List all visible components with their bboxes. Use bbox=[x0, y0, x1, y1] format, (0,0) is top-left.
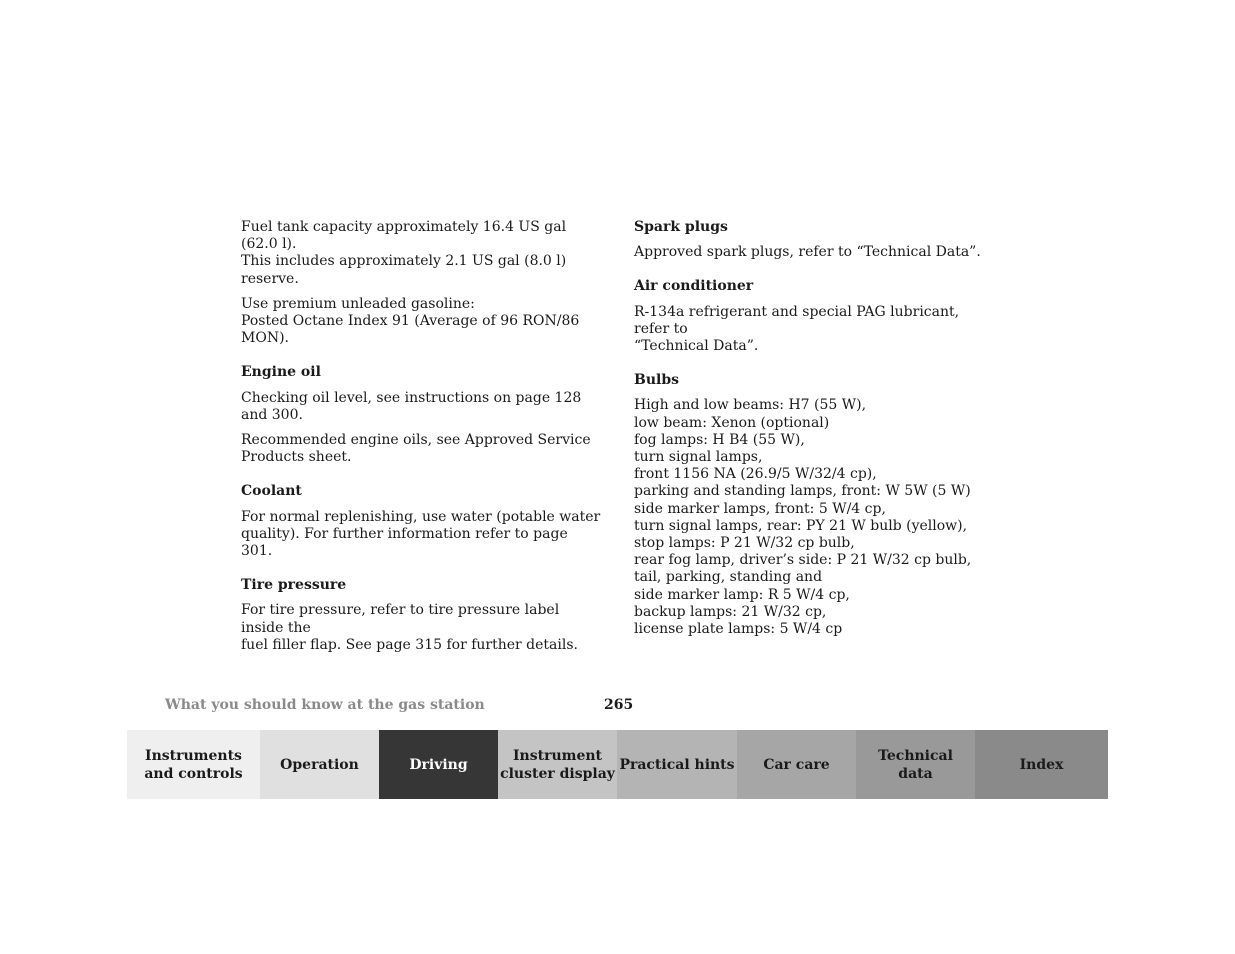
text-line: Approved spark plugs, refer to “Technical Data”. bbox=[634, 244, 981, 261]
chapter-nav-bar bbox=[127, 730, 1108, 799]
text-line: tail, parking, standing and bbox=[634, 569, 823, 586]
text-line: backup lamps: 21 W/32 cp, bbox=[634, 603, 827, 620]
text-line: rear fog lamp, driver’s side: P 21 W/32 cp bulb, bbox=[634, 552, 972, 569]
text-line: R-134a refrigerant and special PAG lubricant, refer to bbox=[634, 303, 960, 337]
nav-tab-technical-data[interactable] bbox=[856, 730, 975, 799]
text-line: Checking oil level, see instructions on page 128 bbox=[241, 389, 582, 406]
text-line: low beam: Xenon (optional) bbox=[634, 414, 830, 431]
air-conditioner-heading: Air conditioner bbox=[634, 278, 754, 295]
nav-tab-label: Driving bbox=[409, 756, 468, 773]
text-line: This includes approximately 2.1 US gal (8.0 l) reserve. bbox=[241, 253, 567, 287]
page-number: 265 bbox=[604, 697, 634, 713]
air-conditioner-text bbox=[634, 304, 994, 356]
text-line: Products sheet. bbox=[241, 449, 352, 466]
text-line: stop lamps: P 21 W/32 cp bulb, bbox=[634, 535, 855, 552]
text-line: side marker lamp: R 5 W/4 cp, bbox=[634, 586, 850, 603]
text-line: Posted Octane Index 91 (Average of 96 RON/86 MON). bbox=[241, 313, 580, 347]
spark-plugs-text bbox=[634, 244, 994, 261]
text-line: High and low beams: H7 (55 W), bbox=[634, 397, 867, 414]
bulbs-heading: Bulbs bbox=[634, 372, 680, 389]
coolant-heading: Coolant bbox=[241, 483, 302, 500]
tire-pressure-heading: Tire pressure bbox=[241, 577, 347, 594]
nav-tab-operation[interactable] bbox=[260, 730, 379, 799]
nav-tab-label: Car care bbox=[763, 756, 830, 773]
nav-tab-label: Instruments and controls bbox=[144, 747, 243, 782]
text-line: Recommended engine oils, see Approved Service bbox=[241, 432, 591, 449]
fuel-capacity-text bbox=[241, 219, 601, 288]
text-line: Use premium unleaded gasoline: bbox=[241, 295, 475, 312]
fuel-type-text bbox=[241, 296, 601, 348]
text-line: license plate lamps: 5 W/4 cp bbox=[634, 621, 843, 638]
section-title: What you should know at the gas station bbox=[165, 697, 485, 713]
nav-tab-instrument-cluster-display[interactable] bbox=[498, 730, 617, 799]
right-column bbox=[634, 219, 994, 646]
text-line: turn signal lamps, rear: PY 21 W bulb (yellow), bbox=[634, 517, 968, 534]
nav-tab-label: Operation bbox=[280, 756, 359, 773]
text-line: For normal replenishing, use water (potable water bbox=[241, 508, 601, 525]
tire-pressure-text bbox=[241, 602, 601, 654]
text-line: “Technical Data”. bbox=[634, 338, 759, 355]
engine-oil-recommended-text bbox=[241, 432, 601, 466]
text-line: fog lamps: H B4 (55 W), bbox=[634, 431, 805, 448]
engine-oil-check-text bbox=[241, 390, 601, 424]
nav-tab-label: Index bbox=[1019, 756, 1064, 773]
text-line: fuel filler flap. See page 315 for further details. bbox=[241, 636, 578, 653]
text-line: quality). For further information refer to page 301. bbox=[241, 525, 568, 560]
text-line: front 1156 NA (26.9/5 W/32/4 cp), bbox=[634, 466, 877, 483]
text-line: and 300. bbox=[241, 406, 303, 423]
nav-tab-label: Practical hints bbox=[619, 756, 735, 773]
nav-tab-label: Instrument cluster display bbox=[500, 747, 615, 782]
engine-oil-heading: Engine oil bbox=[241, 364, 321, 381]
nav-tab-index[interactable] bbox=[975, 730, 1108, 799]
text-line: For tire pressure, refer to tire pressure label inside the bbox=[241, 602, 560, 636]
text-line: side marker lamps, front: 5 W/4 cp, bbox=[634, 500, 886, 517]
nav-tab-driving[interactable] bbox=[379, 730, 498, 799]
spark-plugs-heading: Spark plugs bbox=[634, 219, 728, 235]
nav-tab-car-care[interactable] bbox=[737, 730, 856, 799]
coolant-text bbox=[241, 509, 601, 561]
text-line: parking and standing lamps, front: W 5W (5 W) bbox=[634, 483, 971, 500]
text-line: Fuel tank capacity approximately 16.4 US gal (62.0 l). bbox=[241, 219, 567, 253]
left-column bbox=[241, 219, 601, 662]
nav-tab-instruments-and-controls[interactable] bbox=[127, 730, 260, 799]
nav-tab-label: Technical data bbox=[878, 747, 953, 782]
nav-tab-practical-hints[interactable] bbox=[617, 730, 737, 799]
bulbs-text bbox=[634, 397, 994, 638]
text-line: turn signal lamps, bbox=[634, 449, 763, 466]
